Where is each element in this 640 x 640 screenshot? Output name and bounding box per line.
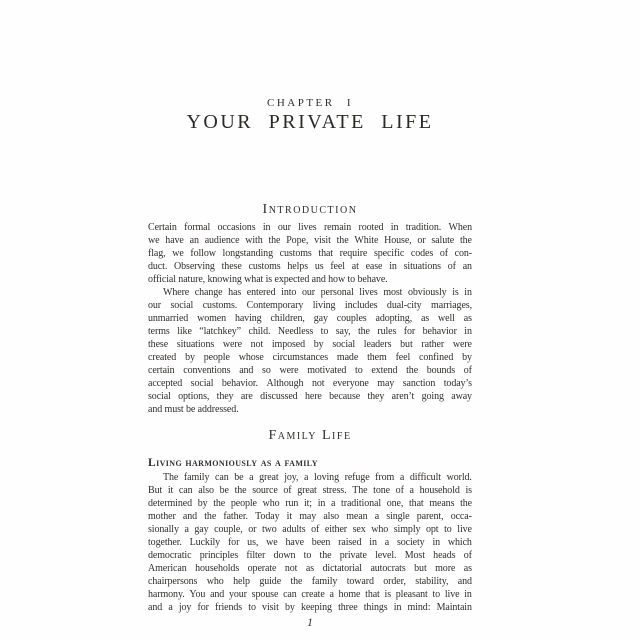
text-line: these situations were not imposed by social leaders but rather were xyxy=(148,339,472,350)
text-line: unmarried women having children, gay couples adopting, as well as xyxy=(148,313,472,324)
text-column xyxy=(148,97,472,630)
text-line: Where change has entered into our personal lives most obviously is in xyxy=(163,287,472,298)
text-line: But it can also be the source of great stress. The tone of a household is xyxy=(148,485,472,496)
text-line: The family can be a great joy, a loving refuge from a difficult world. xyxy=(163,472,472,483)
text-line: determined by the people who run it; in a traditional one, that means the xyxy=(148,498,472,509)
paragraph-intro-2 xyxy=(148,287,472,417)
chapter-label: CHAPTER I xyxy=(266,97,354,109)
text-line: certain conventions and so were motivated to extend the bounds of xyxy=(148,365,472,376)
text-line: and a joy for friends to visit by keeping three things in mind: Maintain xyxy=(148,602,472,613)
text-line: sionally a gay couple, or two adults of either sex who simply opt to live xyxy=(148,524,472,535)
text-line: we have an audience with the Pope, visit the White House, or salute the xyxy=(148,235,472,246)
section-heading-introduction: Introduction xyxy=(262,202,358,217)
text-line: and must be addressed. xyxy=(148,404,239,415)
text-line: together. Luckily for us, we have been raised in a society in which xyxy=(148,537,472,548)
text-line: social options, they are discussed here because they aren’t going away xyxy=(148,391,472,402)
text-line: democratic principles filter down to the private level. Most heads of xyxy=(148,550,472,561)
text-line: terms like “latchkey” child. Needless to say, the rules for behavior in xyxy=(148,326,472,337)
text-line: created by people whose circumstances made them feel confined by xyxy=(148,352,472,363)
chapter-title: YOUR PRIVATE LIFE xyxy=(186,111,434,133)
text-line: Certain formal occasions in our lives remain rooted in tradition. When xyxy=(148,222,472,233)
text-line: American households operate not as dictatorial autocrats but more as xyxy=(148,563,472,574)
text-line: our social customs. Contemporary living includes dual-city marriages, xyxy=(148,300,472,311)
text-line: mother and the father. Today it may also mean a single parent, occa- xyxy=(148,511,472,522)
text-line: flag, we follow longstanding customs that require specific codes of con- xyxy=(148,248,472,259)
section-heading-family-life: Family Life xyxy=(268,428,352,443)
subsection-heading-living-harmoniously: Living harmoniously as a family xyxy=(148,457,318,469)
page-number: 1 xyxy=(307,617,313,629)
text-line: duct. Observing these customs helps us feel at ease in situations of an xyxy=(148,261,472,272)
paragraph-family-1 xyxy=(148,472,472,615)
text-line: official nature, knowing what is expected and how to behave. xyxy=(148,274,388,285)
text-line: chairpersons who help guide the family toward order, stability, and xyxy=(148,576,472,587)
text-line: harmony. You and your spouse can create a home that is pleasant to live in xyxy=(148,589,472,600)
paragraph-intro-1 xyxy=(148,222,472,287)
text-line: accepted social behavior. Although not everyone may sanction today’s xyxy=(148,378,472,389)
